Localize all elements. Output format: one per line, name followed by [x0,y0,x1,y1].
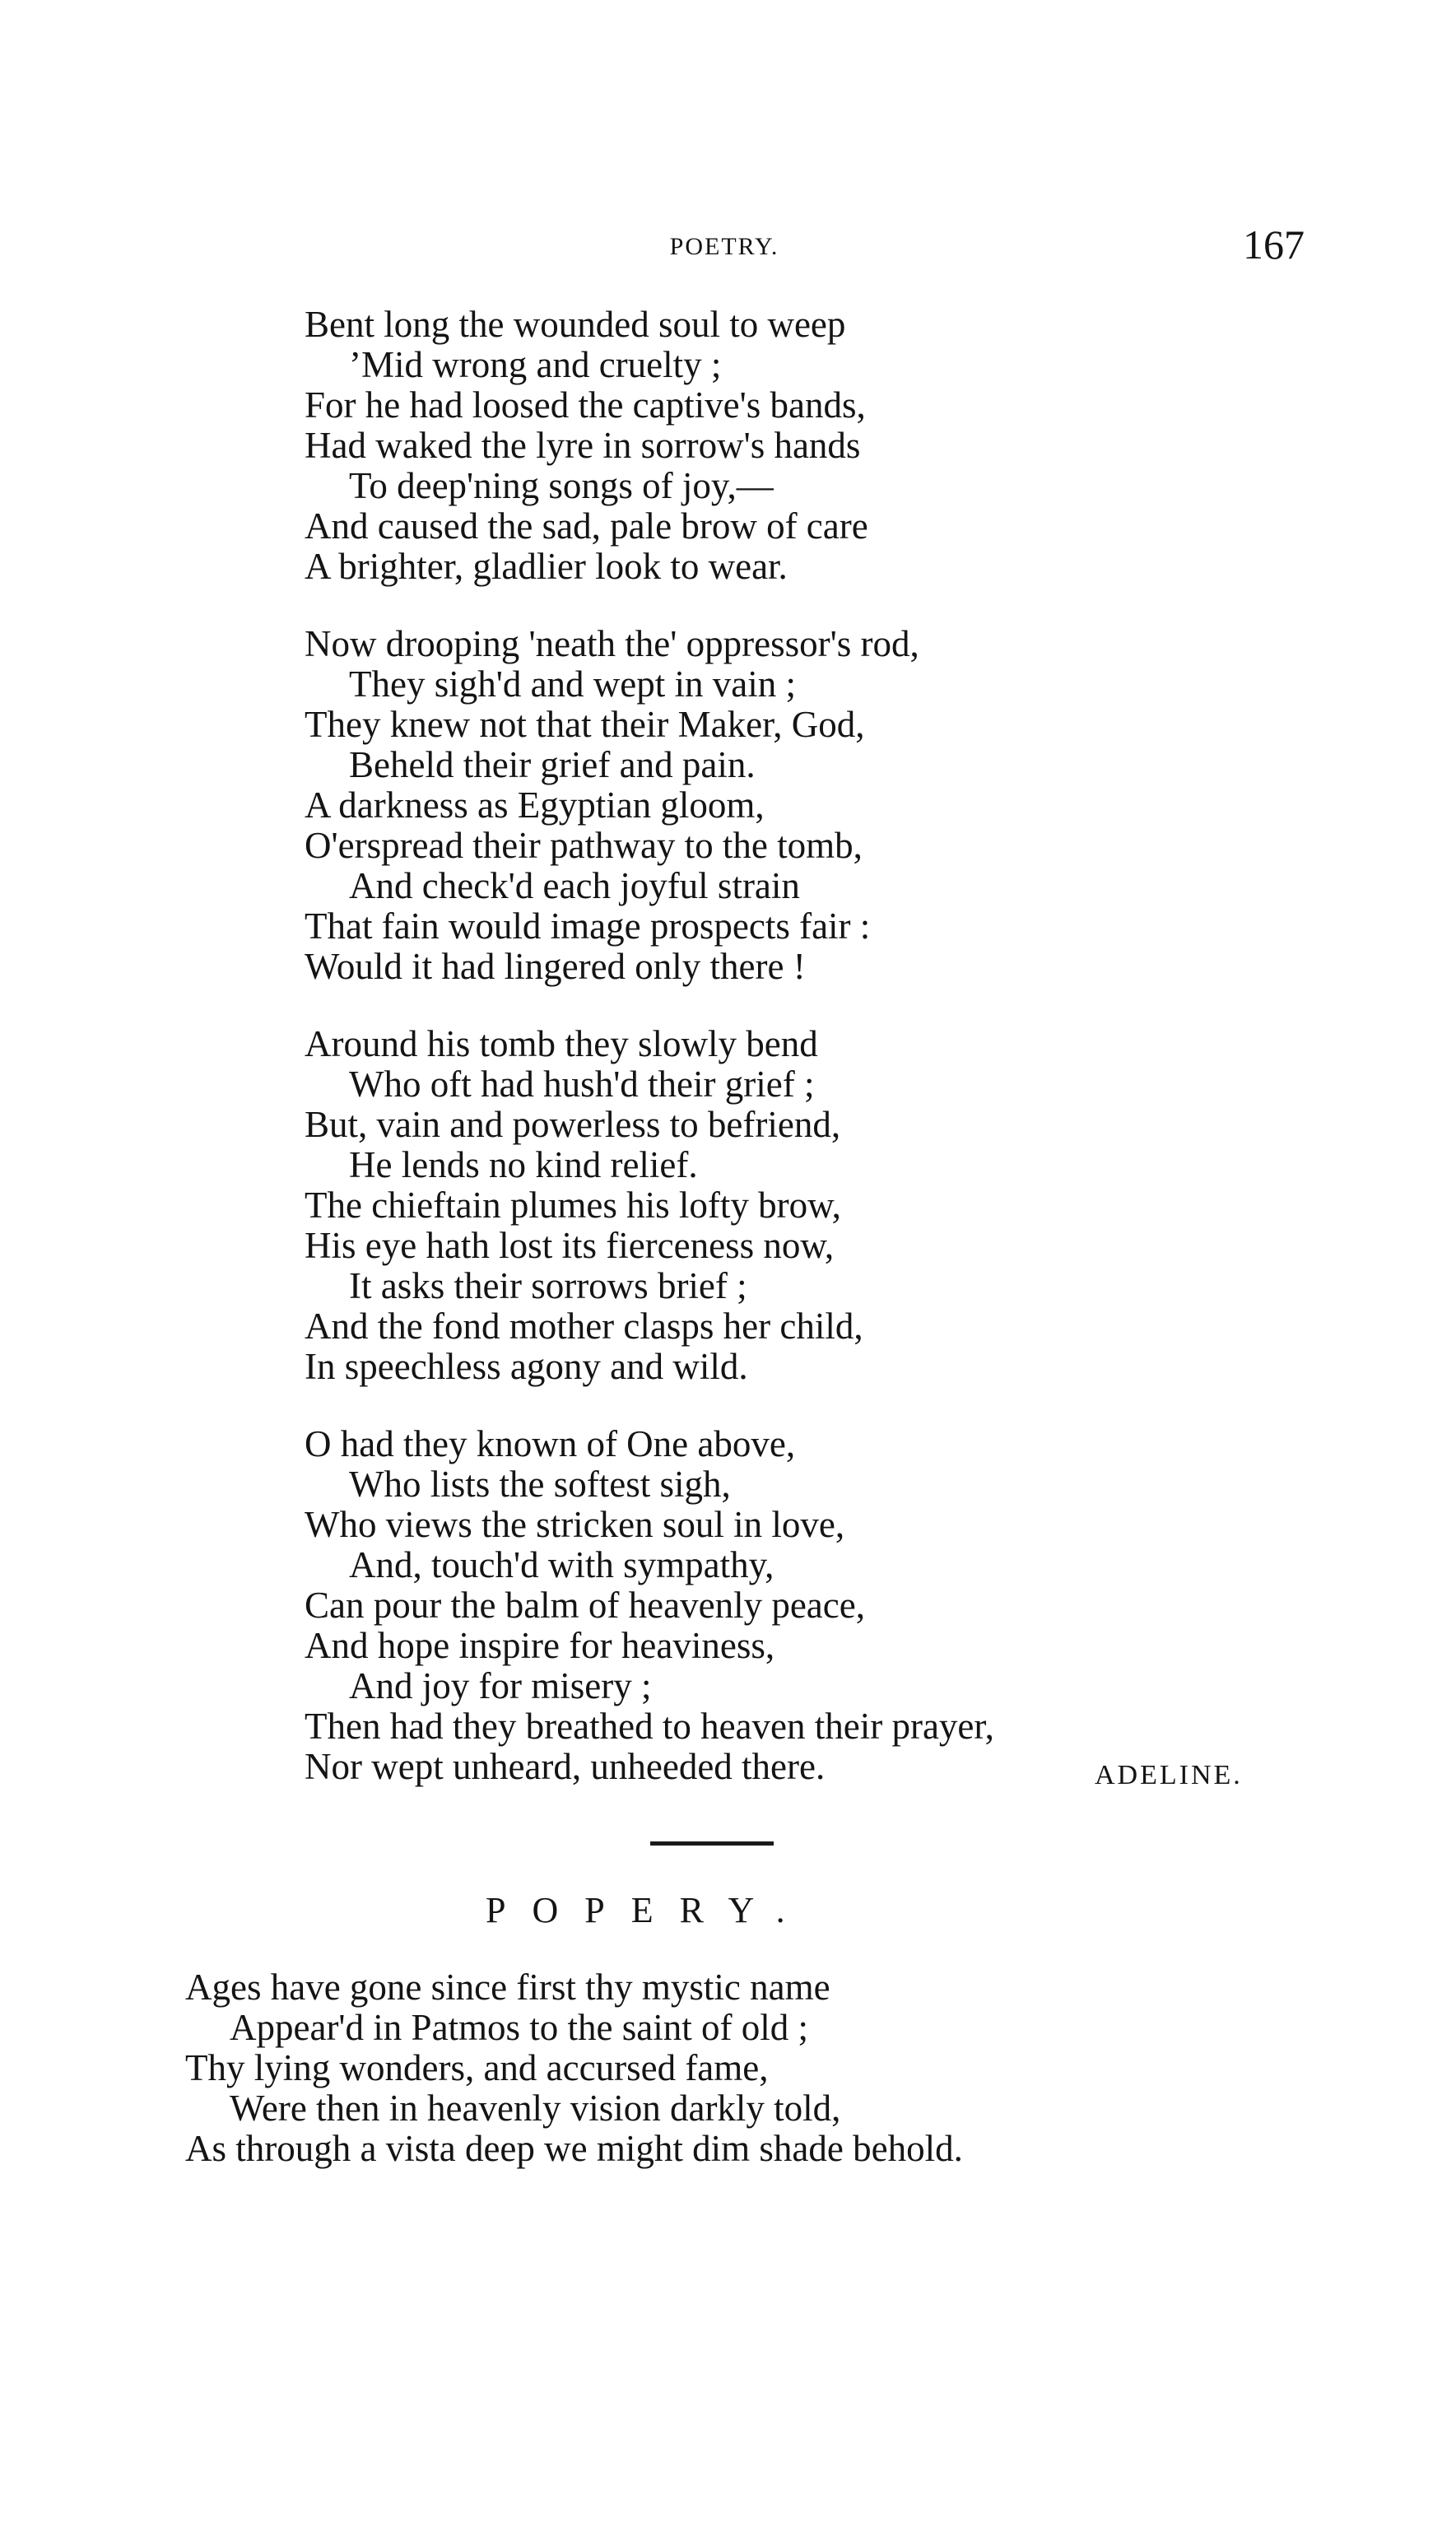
verse-line: It asks their sorrows brief ; [349,1265,747,1306]
verse-line: Thy lying wonders, and accursed fame, [185,2047,769,2088]
verse-line: Who oft had hush'd their grief ; [349,1064,815,1105]
poem-body [305,305,994,1824]
verse-line: Nor wept unheard, unheeded there. [305,1746,826,1787]
verse-line: Then had they breathed to heaven their prayer, [305,1706,994,1747]
verse-line: A brighter, gladlier look to wear. [305,546,788,587]
verse-line: Were then in heavenly vision darkly told, [230,2088,841,2129]
verse-line: And, touch'd with sympathy, [349,1544,775,1585]
verse-line: Ages have gone since first thy mystic name [185,1967,830,2008]
verse-line: And the fond mother clasps her child, [305,1306,863,1347]
verse-line: As through a vista deep we might dim shade behold. [185,2128,963,2169]
verse-line: They sigh'd and wept in vain ; [349,663,797,705]
poem-body-second [185,1967,963,2169]
verse-line: Can pour the balm of heavenly peace, [305,1585,865,1626]
verse-line: But, vain and powerless to befriend, [305,1104,841,1145]
verse-line: And joy for misery ; [349,1665,652,1706]
verse-line: And check'd each joyful strain [349,865,800,906]
verse-line: And hope inspire for heaviness, [305,1625,775,1666]
verse-line: Would it had lingered only there ! [305,946,806,987]
verse-line: Who lists the softest sigh, [349,1464,731,1505]
stanza [305,1024,994,1387]
author-signature: ADELINE. [1095,1760,1243,1790]
verse-line: Bent long the wounded soul to weep [305,304,846,345]
page-number: 167 [1243,221,1305,268]
verse-line: O'erspread their pathway to the tomb, [305,825,863,866]
stanza [305,305,994,587]
verse-line: In speechless agony and wild. [305,1346,748,1387]
verse-line: He lends no kind relief. [349,1144,698,1185]
verse-line: Around his tomb they slowly bend [305,1023,818,1064]
stanza [305,1424,994,1787]
stanza [305,624,994,987]
verse-line: O had they known of One above, [305,1423,796,1464]
verse-line: To deep'ning songs of joy,— [349,465,774,506]
header-title: POETRY. [669,233,779,260]
verse-line: For he had loosed the captive's bands, [305,384,866,426]
verse-line: Who views the stricken soul in love, [305,1504,845,1545]
verse-line: ’Mid wrong and cruelty ; [349,344,722,385]
verse-line: His eye hath lost its fierceness now, [305,1225,835,1266]
verse-line: And caused the sad, pale brow of care [305,505,868,547]
verse-line: Had waked the lyre in sorrow's hands [305,425,861,466]
verse-line: A darkness as Egyptian gloom, [305,784,765,826]
section-divider [650,1841,774,1846]
verse-line: Appear'd in Patmos to the saint of old ; [230,2007,809,2048]
verse-line: The chieftain plumes his lofty brow, [305,1185,841,1226]
verse-line: Now drooping 'neath the' oppressor's rod, [305,623,919,664]
verse-line: That fain would image prospects fair : [305,905,871,947]
verse-line: They knew not that their Maker, God, [305,704,865,745]
poem-title: POPERY. [486,1890,812,1930]
verse-line: Beheld their grief and pain. [349,744,756,785]
